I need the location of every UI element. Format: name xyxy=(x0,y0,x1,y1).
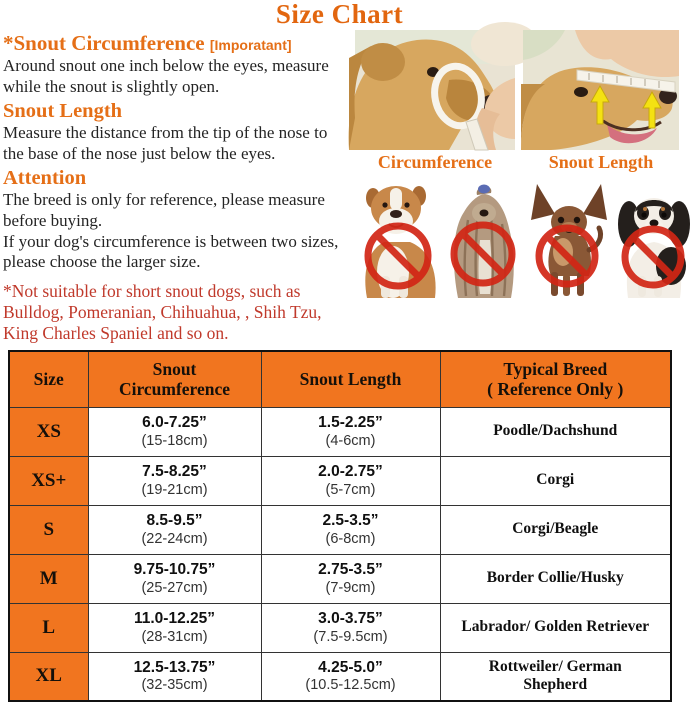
bulldog-image xyxy=(359,180,441,298)
king-charles-spaniel-image xyxy=(614,180,694,298)
circumference-body: Around snout one inch below the eyes, measure while the snout is slightly open. xyxy=(3,56,329,96)
table-row-xl xyxy=(9,652,671,701)
header-size: Size xyxy=(9,351,88,407)
len-inches: 3.0-3.75” xyxy=(318,610,383,628)
len-cm: (4-6cm) xyxy=(325,432,376,449)
size-label: XS+ xyxy=(9,456,88,505)
circ-cm: (28-31cm) xyxy=(141,628,208,645)
circ-cm: (19-21cm) xyxy=(141,481,208,498)
page-title: Size Chart xyxy=(275,0,404,29)
attention-heading: Attention xyxy=(3,166,87,189)
circumference-photo xyxy=(355,30,515,171)
header-breed-line2: ( Reference Only ) xyxy=(487,379,624,400)
len-inches: 4.25-5.0” xyxy=(318,658,383,676)
len-cm: (7-9cm) xyxy=(325,579,376,596)
typical-breed: Corgi/Beagle xyxy=(440,505,671,554)
circumference-heading-text: *Snout Circumference xyxy=(3,31,205,55)
circumference-caption: Circumference xyxy=(377,152,493,172)
size-label: M xyxy=(9,554,88,603)
table-row-s xyxy=(9,505,671,554)
len-cm: (10.5-12.5cm) xyxy=(305,677,396,694)
circ-inches: 6.0-7.25” xyxy=(142,414,207,432)
instructions-panel xyxy=(0,28,345,344)
size-label: L xyxy=(9,603,88,652)
table-header-row xyxy=(9,351,671,407)
table-row-xs xyxy=(9,407,671,456)
table-row-xs-plus xyxy=(9,456,671,505)
typical-breed: Corgi xyxy=(440,456,671,505)
len-inches: 2.75-3.5” xyxy=(318,561,383,579)
shih-tzu-image xyxy=(444,180,524,298)
dog-snout-length-measurement-image xyxy=(523,30,679,150)
length-body: Measure the distance from the tip of the nose to the base of the nose just below the eyes. xyxy=(3,123,328,163)
important-tag: [Imporatant] xyxy=(209,37,292,53)
snout-length-photo xyxy=(523,30,679,171)
header-circumference: Snout Circumference xyxy=(88,351,261,407)
circ-inches: 9.75-10.75” xyxy=(133,561,216,579)
size-label: XS xyxy=(9,407,88,456)
typical-breed: Border Collie/Husky xyxy=(440,554,671,603)
circ-inches: 7.5-8.25” xyxy=(142,463,207,481)
header-length: Snout Length xyxy=(261,351,440,407)
circ-cm: (25-27cm) xyxy=(141,579,208,596)
len-cm: (5-7cm) xyxy=(325,481,376,498)
circ-inches: 8.5-9.5” xyxy=(146,512,203,530)
upper-section xyxy=(0,28,679,344)
table-row-l xyxy=(9,603,671,652)
attention-body-1: The breed is only for reference, please measure before buying. xyxy=(3,190,325,230)
header-breed xyxy=(440,351,671,407)
chihuahua-image xyxy=(527,180,611,298)
size-label: XL xyxy=(9,652,88,701)
typical-breed: Poodle/Dachshund xyxy=(440,407,671,456)
len-inches: 2.5-3.5” xyxy=(322,512,379,530)
attention-body-2: If your dog's circumference is between two sizes, please choose the larger size. xyxy=(3,231,339,272)
circ-inches: 12.5-13.75” xyxy=(133,658,216,676)
visuals-panel xyxy=(345,28,679,298)
circ-cm: (32-35cm) xyxy=(141,677,208,694)
dog-eye xyxy=(574,87,588,97)
circumference-heading xyxy=(3,32,343,55)
circ-cm: (15-18cm) xyxy=(141,432,208,449)
len-cm: (7.5-9.5cm) xyxy=(313,628,388,645)
typical-breed: Rottweiler/ German Shepherd xyxy=(440,652,671,701)
snout-length-caption: Snout Length xyxy=(548,152,654,172)
circ-inches: 11.0-12.25” xyxy=(133,610,215,628)
dog-circumference-measurement-image xyxy=(355,30,515,150)
header-breed-line1: Typical Breed xyxy=(503,358,608,379)
size-label: S xyxy=(9,505,88,554)
measurement-photos xyxy=(345,28,679,171)
unsuitable-dogs-row xyxy=(345,180,679,298)
len-inches: 2.0-2.75” xyxy=(318,463,383,481)
typical-breed: Labrador/ Golden Retriever xyxy=(440,603,671,652)
short-snout-warning: *Not suitable for short snout dogs, such as Bulldog, Pomeranian, Chihuahua, , Shih Tzu, King Charles Spaniel and so on. xyxy=(3,281,322,344)
hair-bow xyxy=(478,185,490,194)
length-heading: Snout Length xyxy=(3,99,123,122)
table-row-m xyxy=(9,554,671,603)
size-table xyxy=(8,350,672,702)
circ-cm: (22-24cm) xyxy=(141,530,208,547)
len-inches: 1.5-2.25” xyxy=(318,414,383,432)
len-cm: (6-8cm) xyxy=(325,530,376,547)
